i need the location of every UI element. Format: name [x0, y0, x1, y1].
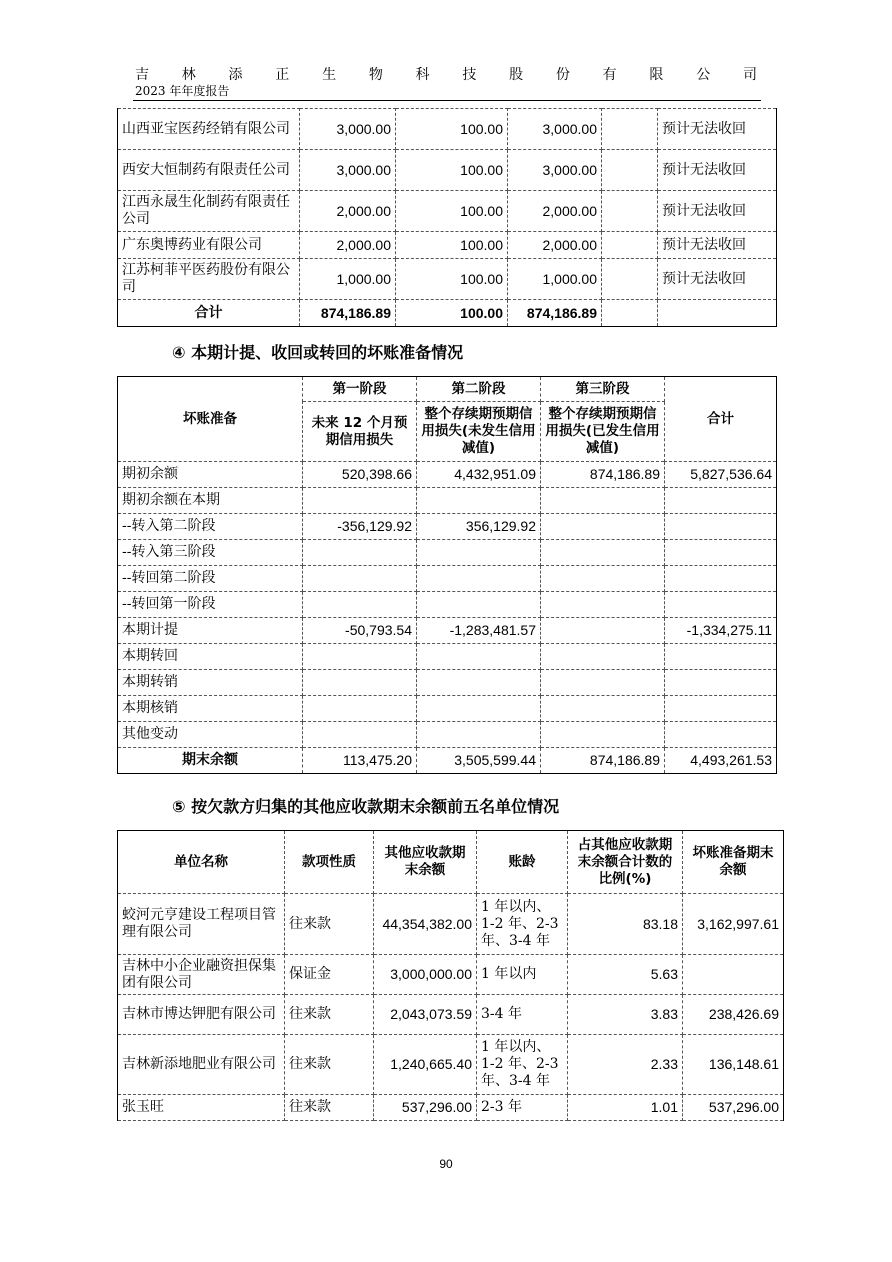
cell-stage2 — [417, 488, 541, 514]
cell-stage1: -50,793.54 — [303, 618, 417, 644]
cell-nature: 保证金 — [285, 955, 374, 995]
col-header-stage3-desc: 整个存续期预期信用损失(已发生信用减值) — [541, 402, 665, 462]
cell-ratio: 5.63 — [568, 955, 683, 995]
table-row — [118, 566, 777, 592]
page-number: 90 — [439, 1157, 453, 1171]
col-header-stage1: 第一阶段 — [303, 377, 417, 402]
table-row — [118, 722, 777, 748]
cell-stage3 — [541, 540, 665, 566]
cell-total — [665, 566, 777, 592]
header-char: 正 — [275, 67, 290, 83]
cell-stage2 — [417, 670, 541, 696]
cell-stage2: -1,283,481.57 — [417, 618, 541, 644]
cell-stage2 — [417, 592, 541, 618]
cell-stage1 — [303, 696, 417, 722]
cell-amount: 2,000.00 — [300, 191, 396, 232]
cell-stage2 — [417, 722, 541, 748]
cell-blank — [602, 109, 658, 150]
col-header-name: 单位名称 — [118, 831, 285, 894]
top-five-debtors-table — [117, 830, 784, 1121]
cell-ratio: 100.00 — [396, 232, 508, 259]
cell-stage3 — [541, 644, 665, 670]
table-header-row — [118, 831, 784, 894]
table-row — [118, 191, 777, 232]
header-char: 司 — [742, 67, 757, 83]
cell-nature: 往来款 — [285, 1095, 374, 1121]
bad-debt-provision-table — [117, 376, 777, 774]
cell-stage3 — [541, 514, 665, 540]
cell-age: 3-4 年 — [477, 995, 568, 1035]
cell-reason: 预计无法收回 — [658, 150, 777, 191]
cell-provision: 3,000.00 — [508, 109, 602, 150]
cell-ratio: 2.33 — [568, 1035, 683, 1095]
cell-name: 蛟河元亨建设工程项目管理有限公司 — [118, 894, 285, 955]
table-row — [118, 995, 784, 1035]
cell-provision: 2,000.00 — [508, 191, 602, 232]
cell-blank — [602, 191, 658, 232]
cell-stage3 — [541, 566, 665, 592]
header-divider — [133, 100, 761, 101]
cell-stage3: 874,186.89 — [541, 462, 665, 488]
cell-total — [665, 696, 777, 722]
cell-ratio: 100.00 — [396, 300, 508, 327]
cell-stage3 — [541, 670, 665, 696]
header-char: 生 — [322, 67, 337, 83]
header-char: 物 — [368, 67, 383, 83]
col-header-stage1-desc: 未来 12 个月预期信用损失 — [303, 402, 417, 462]
table-row — [118, 618, 777, 644]
table-header-row — [118, 377, 777, 402]
cell-stage1: 520,398.66 — [303, 462, 417, 488]
cell-stage1 — [303, 540, 417, 566]
cell-label: 期初余额 — [118, 462, 303, 488]
header-char: 份 — [555, 67, 570, 83]
cell-ratio: 83.18 — [568, 894, 683, 955]
header-char: 吉 — [135, 67, 149, 83]
cell-name: 吉林市博达钾肥有限公司 — [118, 995, 285, 1035]
table-row — [118, 462, 777, 488]
cell-ratio: 100.00 — [396, 150, 508, 191]
cell-label: 本期转回 — [118, 644, 303, 670]
cell-reason: 预计无法收回 — [658, 191, 777, 232]
cell-label: --转入第二阶段 — [118, 514, 303, 540]
table-row — [118, 540, 777, 566]
cell-stage3 — [541, 722, 665, 748]
cell-ratio: 100.00 — [396, 191, 508, 232]
cell-total — [665, 514, 777, 540]
cell-stage1 — [303, 592, 417, 618]
cell-blank — [602, 300, 658, 327]
cell-provision: 874,186.89 — [508, 300, 602, 327]
col-header-label: 坏账准备 — [118, 377, 303, 462]
cell-age: 1 年以内、1-2 年、2-3 年、3-4 年 — [477, 894, 568, 955]
bad-debt-individual-table — [117, 108, 777, 327]
cell-age: 2-3 年 — [477, 1095, 568, 1121]
header-char: 添 — [228, 67, 243, 83]
cell-stage2: 3,505,599.44 — [417, 748, 541, 774]
table-row — [118, 955, 784, 995]
col-header-balance: 其他应收款期末余额 — [374, 831, 477, 894]
col-header-provision: 坏账准备期末余额 — [683, 831, 784, 894]
section-title-top-five: ⑤ 按欠款方归集的其他应收款期末余额前五名单位情况 — [172, 797, 560, 816]
cell-balance: 44,354,382.00 — [374, 894, 477, 955]
cell-total: -1,334,275.11 — [665, 618, 777, 644]
cell-stage2: 356,129.92 — [417, 514, 541, 540]
cell-stage3 — [541, 488, 665, 514]
cell-blank — [602, 150, 658, 191]
header-char: 科 — [415, 67, 430, 83]
cell-balance: 537,296.00 — [374, 1095, 477, 1121]
cell-total: 4,493,261.53 — [665, 748, 777, 774]
cell-name: 吉林中小企业融资担保集团有限公司 — [118, 955, 285, 995]
cell-stage1 — [303, 670, 417, 696]
cell-total — [665, 644, 777, 670]
cell-total — [665, 488, 777, 514]
table-row — [118, 488, 777, 514]
cell-label: --转回第一阶段 — [118, 592, 303, 618]
table-row — [118, 109, 777, 150]
cell-ratio: 100.00 — [396, 259, 508, 300]
col-header-stage2-desc: 整个存续期预期信用损失(未发生信用减值) — [417, 402, 541, 462]
cell-reason: 预计无法收回 — [658, 259, 777, 300]
cell-stage2 — [417, 696, 541, 722]
cell-total — [665, 670, 777, 696]
cell-name: 张玉旺 — [118, 1095, 285, 1121]
cell-label: 本期计提 — [118, 618, 303, 644]
cell-balance: 1,240,665.40 — [374, 1035, 477, 1095]
cell-total: 5,827,536.64 — [665, 462, 777, 488]
cell-label: 其他变动 — [118, 722, 303, 748]
table-row — [118, 1095, 784, 1121]
cell-provision: 238,426.69 — [683, 995, 784, 1035]
table-total-row — [118, 300, 777, 327]
cell-label: --转入第三阶段 — [118, 540, 303, 566]
col-header-stage2: 第二阶段 — [417, 377, 541, 402]
cell-total — [665, 722, 777, 748]
cell-balance: 3,000,000.00 — [374, 955, 477, 995]
col-header-stage3: 第三阶段 — [541, 377, 665, 402]
cell-blank — [602, 259, 658, 300]
cell-label: 期初余额在本期 — [118, 488, 303, 514]
cell-label: 本期转销 — [118, 670, 303, 696]
header-char: 技 — [462, 67, 477, 83]
cell-label: --转回第二阶段 — [118, 566, 303, 592]
cell-name: 山西亚宝医药经销有限公司 — [118, 109, 300, 150]
table-row — [118, 592, 777, 618]
cell-provision: 2,000.00 — [508, 232, 602, 259]
table-row — [118, 644, 777, 670]
cell-provision: 1,000.00 — [508, 259, 602, 300]
header-char: 限 — [649, 67, 664, 83]
cell-provision: 136,148.61 — [683, 1035, 784, 1095]
cell-nature: 往来款 — [285, 1035, 374, 1095]
cell-label: 期末余额 — [118, 748, 303, 774]
cell-amount: 3,000.00 — [300, 109, 396, 150]
cell-label: 本期核销 — [118, 696, 303, 722]
cell-nature: 往来款 — [285, 894, 374, 955]
cell-stage2: 4,432,951.09 — [417, 462, 541, 488]
table-row — [118, 670, 777, 696]
cell-stage1 — [303, 488, 417, 514]
cell-balance: 2,043,073.59 — [374, 995, 477, 1035]
col-header-nature: 款项性质 — [285, 831, 374, 894]
cell-ratio: 100.00 — [396, 109, 508, 150]
cell-amount: 2,000.00 — [300, 232, 396, 259]
cell-ratio: 3.83 — [568, 995, 683, 1035]
cell-provision: 3,162,997.61 — [683, 894, 784, 955]
header-report-year: 2023 年年度报告 — [135, 84, 230, 98]
header-company-name — [135, 64, 757, 84]
cell-stage1 — [303, 644, 417, 670]
table-row — [118, 696, 777, 722]
cell-stage3 — [541, 618, 665, 644]
cell-name: 西安大恒制药有限责任公司 — [118, 150, 300, 191]
cell-stage2 — [417, 540, 541, 566]
cell-stage2 — [417, 644, 541, 670]
cell-stage1: 113,475.20 — [303, 748, 417, 774]
cell-total-label: 合计 — [118, 300, 300, 327]
header-char: 公 — [696, 67, 711, 83]
table-row — [118, 259, 777, 300]
header-char: 林 — [181, 67, 196, 83]
table-row — [118, 1035, 784, 1095]
cell-nature: 往来款 — [285, 995, 374, 1035]
table-row — [118, 232, 777, 259]
cell-name: 江苏柯菲平医药股份有限公司 — [118, 259, 300, 300]
col-header-ratio: 占其他应收款期末余额合计数的比例(%) — [568, 831, 683, 894]
table-row — [118, 150, 777, 191]
col-header-age: 账龄 — [477, 831, 568, 894]
cell-amount: 1,000.00 — [300, 259, 396, 300]
cell-ratio: 1.01 — [568, 1095, 683, 1121]
cell-stage1 — [303, 566, 417, 592]
col-header-total: 合计 — [665, 377, 777, 462]
cell-amount: 3,000.00 — [300, 150, 396, 191]
cell-stage3 — [541, 696, 665, 722]
cell-name: 广东奥博药业有限公司 — [118, 232, 300, 259]
cell-stage1: -356,129.92 — [303, 514, 417, 540]
cell-blank — [602, 232, 658, 259]
cell-stage1 — [303, 722, 417, 748]
cell-name: 吉林新添地肥业有限公司 — [118, 1035, 285, 1095]
header-char: 股 — [509, 67, 524, 83]
cell-name: 江西永晟生化制药有限责任公司 — [118, 191, 300, 232]
table-total-row — [118, 748, 777, 774]
table-row — [118, 514, 777, 540]
cell-stage3 — [541, 592, 665, 618]
header-char: 有 — [602, 67, 617, 83]
cell-age: 1 年以内 — [477, 955, 568, 995]
cell-reason: 预计无法收回 — [658, 232, 777, 259]
cell-total — [665, 540, 777, 566]
cell-age: 1 年以内、1-2 年、2-3 年、3-4 年 — [477, 1035, 568, 1095]
cell-stage2 — [417, 566, 541, 592]
cell-provision: 3,000.00 — [508, 150, 602, 191]
table-row — [118, 894, 784, 955]
cell-total — [665, 592, 777, 618]
section-title-provision-changes: ④ 本期计提、收回或转回的坏账准备情况 — [172, 343, 464, 362]
cell-stage3: 874,186.89 — [541, 748, 665, 774]
cell-amount: 874,186.89 — [300, 300, 396, 327]
cell-reason — [658, 300, 777, 327]
cell-provision — [683, 955, 784, 995]
cell-reason: 预计无法收回 — [658, 109, 777, 150]
cell-provision: 537,296.00 — [683, 1095, 784, 1121]
